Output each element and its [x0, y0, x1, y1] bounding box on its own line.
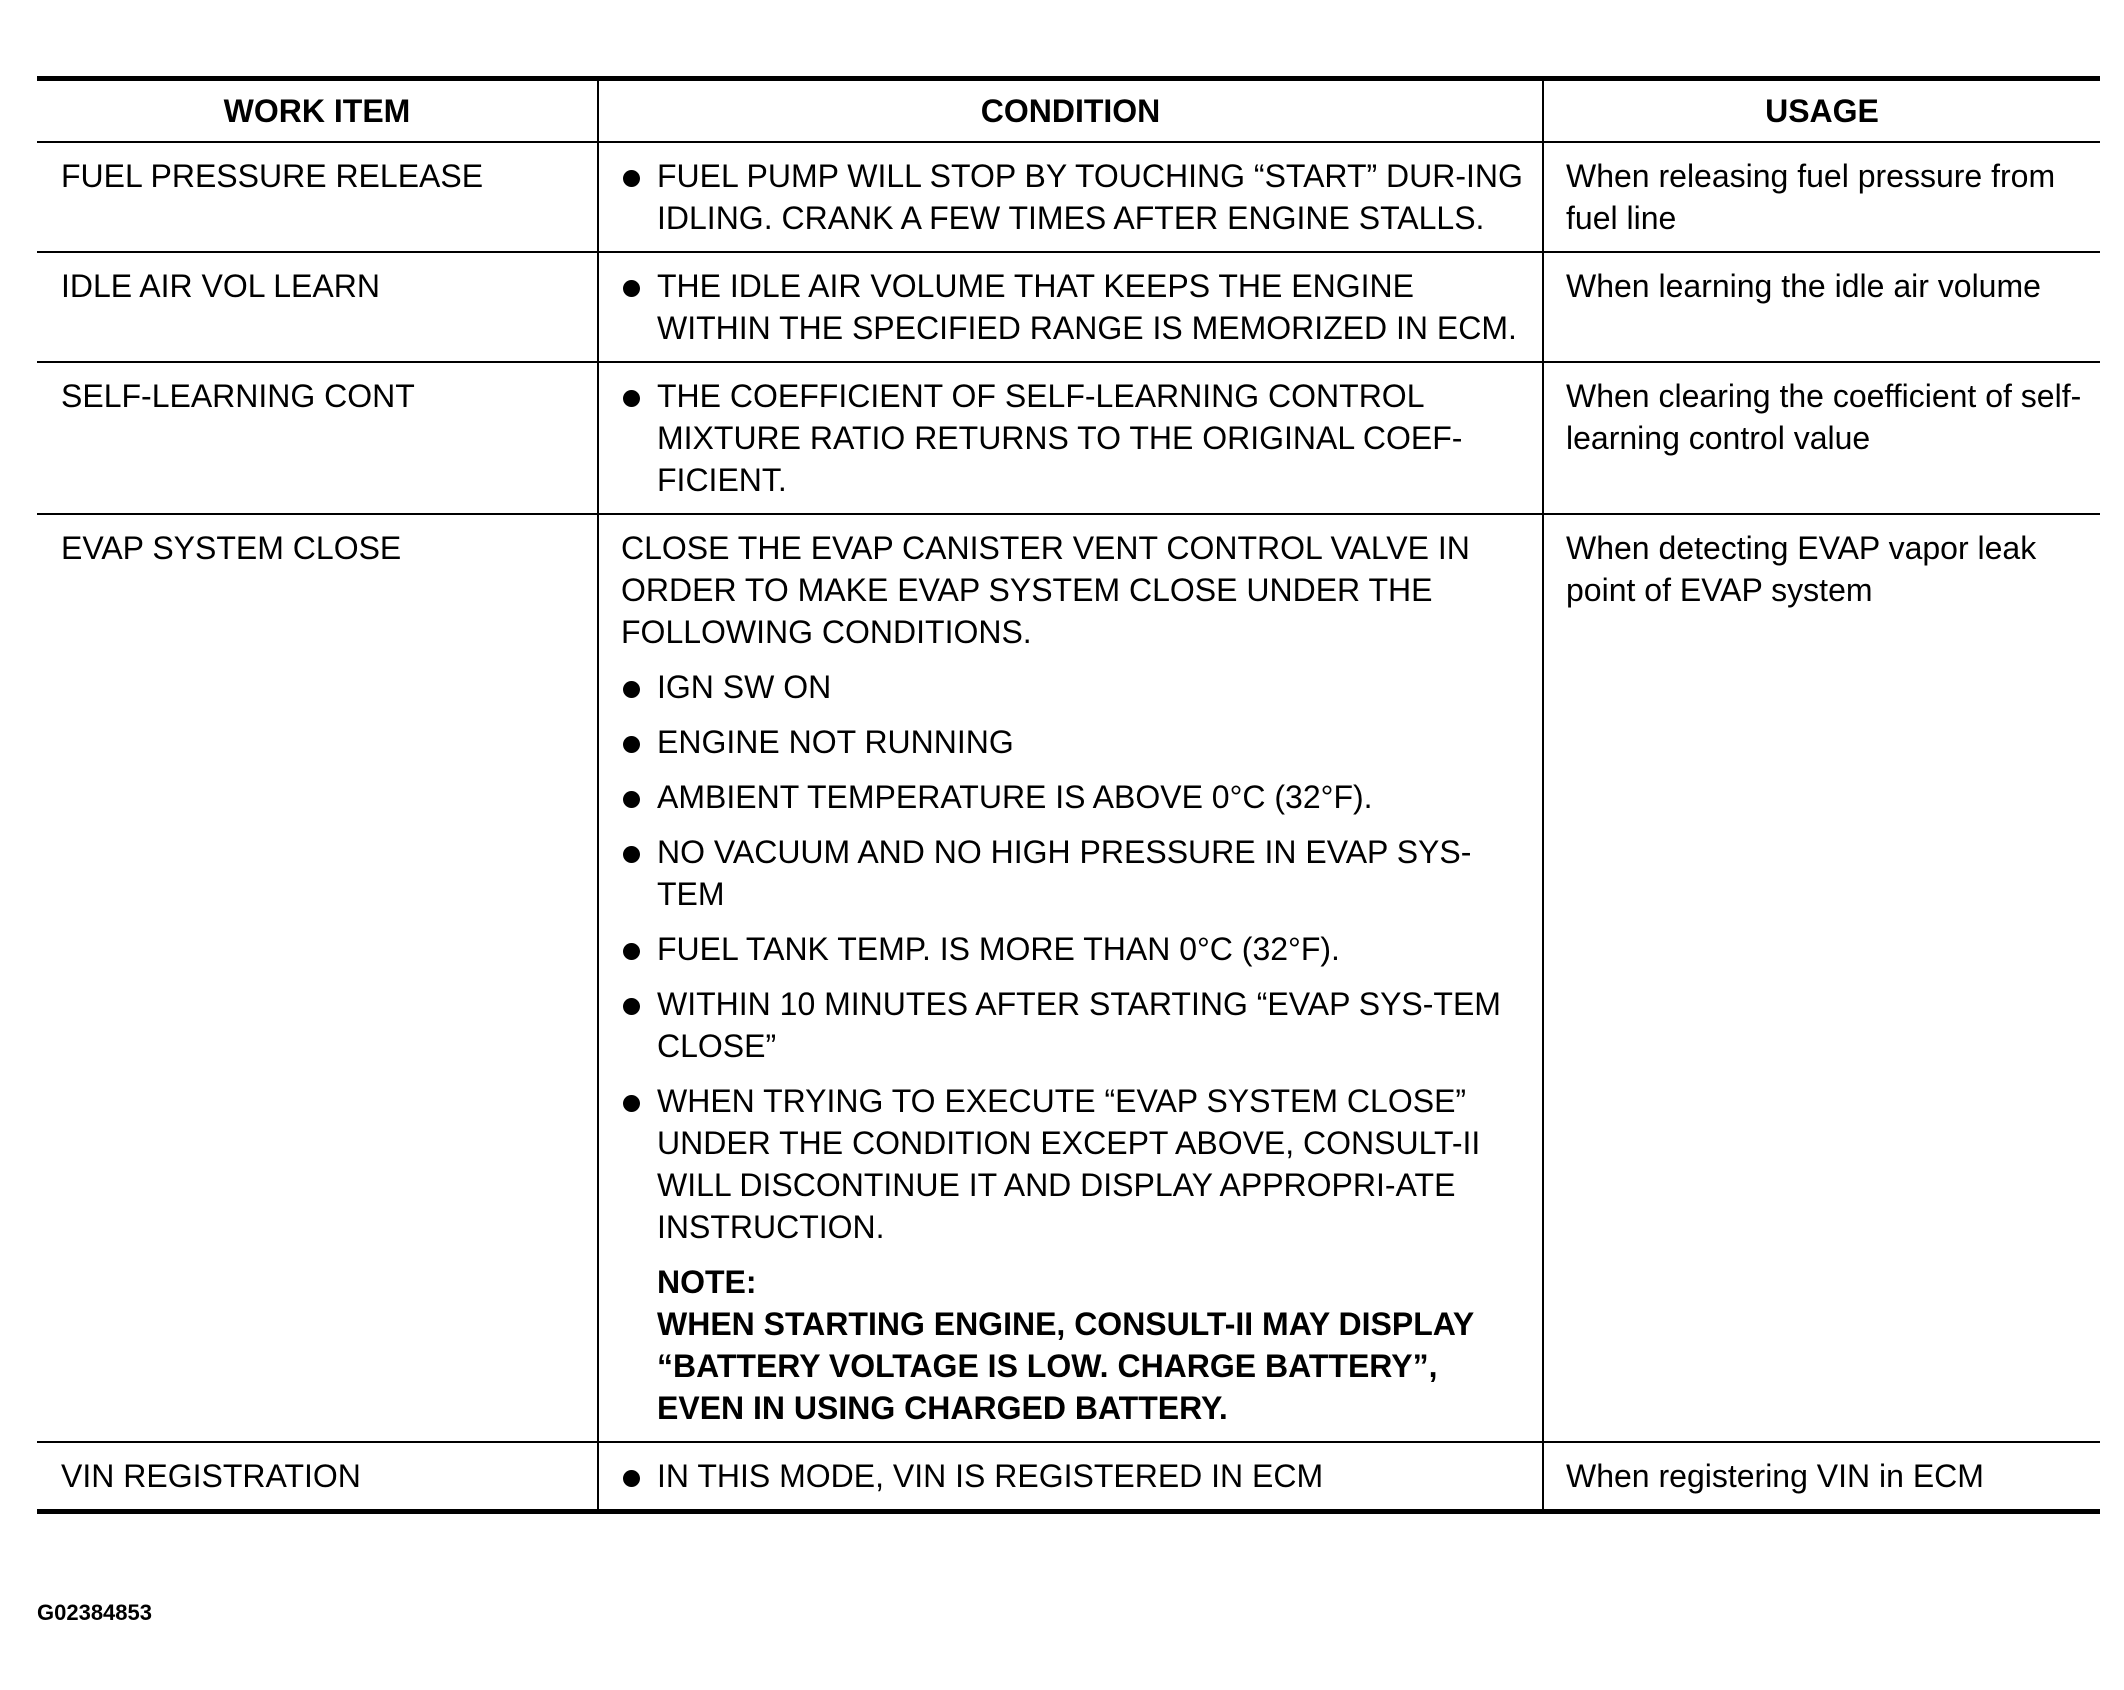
condition-bullet: THE COEFFICIENT OF SELF-LEARNING CONTROL MIXTURE RATIO RETURNS TO THE ORIGINAL COEF-FICIENT.: [621, 375, 1532, 501]
condition-bullet: NO VACUUM AND NO HIGH PRESSURE IN EVAP SYS-TEM: [621, 831, 1532, 915]
header-condition: CONDITION: [598, 79, 1543, 143]
note-block: [621, 1261, 1532, 1429]
usage-cell: When detecting EVAP vapor leak point of EVAP system: [1543, 514, 2100, 1442]
condition-bullet: WITHIN 10 MINUTES AFTER STARTING “EVAP SYS-TEM CLOSE”: [621, 983, 1532, 1067]
table-row: [37, 514, 2100, 1442]
figure-id: G02384853: [37, 1600, 152, 1625]
work-item-cell: EVAP SYSTEM CLOSE: [37, 514, 598, 1442]
header-usage: USAGE: [1543, 79, 2100, 143]
work-support-table-container: [37, 76, 2100, 1514]
note-text: WHEN STARTING ENGINE, CONSULT-II MAY DISPLAY “BATTERY VOLTAGE IS LOW. CHARGE BATTERY”, EVEN IN USING CHARGED BATTERY.: [657, 1306, 1474, 1426]
condition-cell: [598, 1442, 1543, 1512]
usage-cell: When learning the idle air volume: [1543, 252, 2100, 362]
condition-bullet: ENGINE NOT RUNNING: [621, 721, 1532, 763]
table-row: [37, 362, 2100, 514]
header-work-item: WORK ITEM: [37, 79, 598, 143]
condition-cell: [598, 362, 1543, 514]
work-item-cell: IDLE AIR VOL LEARN: [37, 252, 598, 362]
usage-cell: When registering VIN in ECM: [1543, 1442, 2100, 1512]
usage-cell: When releasing fuel pressure from fuel line: [1543, 142, 2100, 252]
note-label: NOTE:: [657, 1264, 757, 1300]
condition-bullet: IGN SW ON: [621, 666, 1532, 708]
condition-bullet: AMBIENT TEMPERATURE IS ABOVE 0°C (32°F).: [621, 776, 1532, 818]
condition-bullet: WHEN TRYING TO EXECUTE “EVAP SYSTEM CLOSE” UNDER THE CONDITION EXCEPT ABOVE, CONSULT-II WILL DISCONTINUE IT AND DISPLAY APPROPRI-ATE INSTRUCTION.: [621, 1080, 1532, 1248]
table-header-row: [37, 79, 2100, 143]
condition-intro: CLOSE THE EVAP CANISTER VENT CONTROL VALVE IN ORDER TO MAKE EVAP SYSTEM CLOSE UNDER THE FOLLOWING CONDITIONS.: [621, 530, 1470, 650]
condition-cell: [598, 142, 1543, 252]
condition-bullet: THE IDLE AIR VOLUME THAT KEEPS THE ENGINE WITHIN THE SPECIFIED RANGE IS MEMORIZED IN ECM.: [621, 265, 1532, 349]
condition-cell: [598, 252, 1543, 362]
condition-cell: [598, 514, 1543, 1442]
condition-bullet: FUEL TANK TEMP. IS MORE THAN 0°C (32°F).: [621, 928, 1532, 970]
usage-cell: When clearing the coefficient of self-learning control value: [1543, 362, 2100, 514]
work-item-cell: FUEL PRESSURE RELEASE: [37, 142, 598, 252]
table-row: [37, 252, 2100, 362]
work-item-cell: VIN REGISTRATION: [61, 1458, 361, 1494]
work-item-cell: SELF-LEARNING CONT: [37, 362, 598, 514]
table-row: [37, 1442, 2100, 1512]
condition-bullet: IN THIS MODE, VIN IS REGISTERED IN ECM: [621, 1455, 1532, 1497]
condition-bullet: FUEL PUMP WILL STOP BY TOUCHING “START” DUR-ING IDLING. CRANK A FEW TIMES AFTER ENGINE STALLS.: [621, 155, 1532, 239]
work-support-table: [37, 76, 2100, 1514]
table-row: [37, 142, 2100, 252]
